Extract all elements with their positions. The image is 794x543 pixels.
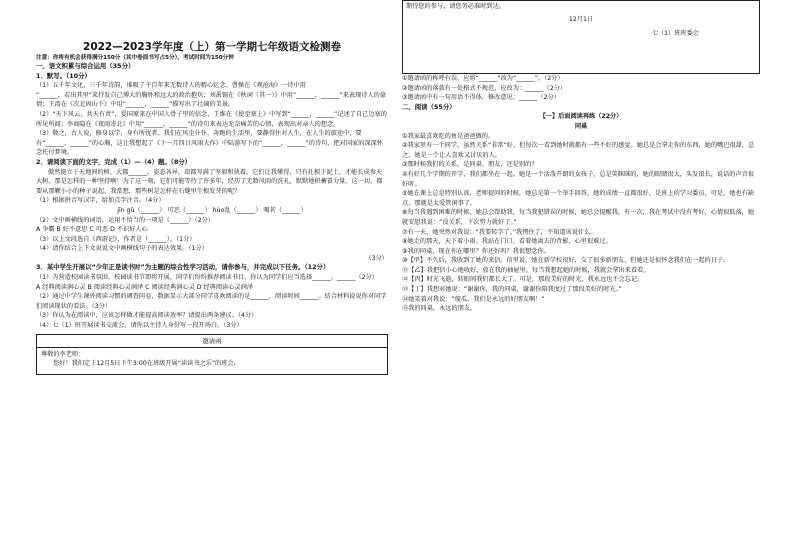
right-line: ③那时候我们的关系，是同桌、朋友，还是别的？ xyxy=(402,161,538,169)
left-line: 一、语文积累与综合运用（35分） xyxy=(36,62,135,70)
invitation-salutation: 尊敬的李老师： xyxy=(41,350,85,358)
left-line: A 经典阅读润心灵 B 阅读经典心灵润泽 C 阅读经典润心灵 D 经典阅读心灵润泽 xyxy=(36,283,253,291)
invitation-text: 您好！我们定于12月5日下午3:00在班级开展“读读书之乐”的班会， xyxy=(53,360,240,368)
left-column xyxy=(36,0,388,543)
invitation-closing: 期待您的参与，请您务必准时到达。 xyxy=(406,3,505,10)
right-line: ③邀请函中有一句用语不得体，修改意见：______（2分） xyxy=(402,94,560,102)
right-line: ①邀请函的称呼有误，应将“______”改为“______”。（2分） xyxy=(402,75,564,82)
right-line: ④有好几个学期的开学，我们都坐在一起。她是一个活泼开朗的女孩子，总是笑眯眯的，她的眼睛很大，头发很长，说话的声音很好听。 xyxy=(402,170,755,188)
right-line: 【一】后面阅读再练（22分） xyxy=(539,113,623,121)
right-line: ⑨我的同桌，现在你在哪里？你还好吗？我很想念你。 xyxy=(402,247,550,255)
left-line: （4）请你结合上下文说说文中画横线句子的表达效果。（1分） xyxy=(36,245,208,253)
exam-note: 注意：你将有机会获得满分150分（其中卷面书写占5分），考试时间为150分钟 xyxy=(36,55,234,61)
left-line: 傲然挺立于天地间的树，大都______，姿态各异，却都写满了坚毅和执着。它们让我懂得，只有扎根于泥土，才能长成参天大树。那是怎样的一种坚持啊！为了这一刻，它们可能等待了许多年，经历了无数风雨的洗礼，默默地积蓄着力量。这一切，都要从那颗小小的种子说起。我常想，那些树是怎样在石缝里生根发芽的呢？ xyxy=(36,168,383,195)
exam-title: 2022—2023学年度（上）第一学期七年级语文检测卷 xyxy=(83,41,341,53)
invitation-body xyxy=(37,348,387,374)
left-line: A 争霸 B 好不意思 C 可恶 D 不识好人心 xyxy=(36,226,148,234)
right-line: ⑩【甲】不久后，我收到了她的来信。信里说，她在新学校很好，交了很多新朋友，但她还是很怀念我们在一起的日子。 xyxy=(402,257,730,265)
right-line: ⑪【乙】我把信小心地收好，放在我的抽屉里。每当我想起她的时候，我就会拿出来看看。 xyxy=(402,266,650,274)
right-line: ⑮我的同桌，永远的朋友。 xyxy=(402,305,477,313)
left-line: 2．请阅读下面的文字，完成（1）—（4）题。（8分） xyxy=(36,157,192,166)
left-line: （3分） xyxy=(365,254,388,262)
right-line: 同桌 xyxy=(574,122,588,130)
right-line: ⑬【丁】我想对她说：“谢谢你，我的同桌，谢谢你陪我度过了那段美好的时光。” xyxy=(402,286,622,294)
right-column xyxy=(402,0,760,543)
invitation-signature: 七（1）班班委会 xyxy=(651,30,699,37)
left-line: （2）“天下风云，共天有责”，爱国原来在中国人骨子里的信念，王维在《使至塞上》中写到“______，______”记述了自己边塞的所见所闻；李商隐在《夜雨寄北》中用“______，______”的诗句来表达无奈痛苦的心情，表现出对亲人的想念。 xyxy=(36,110,387,128)
invitation-box xyxy=(36,334,388,375)
right-line: ①我家最喜欢吃的鱼是爸爸做的。 xyxy=(402,132,495,140)
left-line: 3．某中学生开展以“少年正是读书时”为主题的综合性学习活动，请你参与，并完成以下任务。（12分） xyxy=(36,263,330,272)
right-line: 二、阅读（55分） xyxy=(402,102,456,111)
invitation-heading: 邀请函 xyxy=(37,335,387,348)
left-line: 1．默写。（10分） xyxy=(36,71,91,80)
left-body xyxy=(36,62,388,331)
left-line: （2）文中画横线的词语，运用不恰当的一项是（______）（2分） xyxy=(36,216,215,224)
right-line: ⑧她走的那天，天下着小雨。我站在门口，看着她离去的背影，心里很难过。 xyxy=(402,238,612,246)
right-line: ⑫【丙】时光飞逝，转眼间我们都长大了。可是，那段美好的时光，我永远也不会忘记。 xyxy=(402,276,644,284)
left-line: （1）为营造校园读书氛围，校园读书节即将开展，同学们纷纷推荐阅读书目。你认为同学们应当选择______、______（2分） xyxy=(36,274,378,282)
left-line: “______，若出其里”来抒发自己博大的胸怀和远大的政治抱负；刘禹锡在《秋词（其一）》中用“______，______”来表现诗人的豪情；王湾在《次北固山下》中用“______，______”描写出了壮阔的美景。 xyxy=(36,91,387,109)
left-line: jīn gǔ（______） 可恶（______） hùo乱（______） 喝茗（______） xyxy=(117,206,307,214)
right-line: ⑤她在课上总是特别认真，老师提问的时候，她总是第一个举手回答，她的成绩一直都很好，是班上的学习委员。可是，她也有缺点，那就是太爱管闲事了。 xyxy=(402,190,755,207)
right-line: ⑭她笑着对我说：“傻瓜，我们是永远的好朋友啊！” xyxy=(402,295,545,303)
left-line: （3）你认为在阅读中，应该怎样做才能提高阅读效率？请提出两条建议。（4分） xyxy=(36,312,258,320)
invitation-date: 12月1日 xyxy=(568,16,594,23)
left-line: （3）以上文段选自《西游记》，作者是（______）。（1分） xyxy=(36,235,196,243)
right-line: ②我家里有一个同学，虽然关系“非常”好，但每次一看到她时就都有一些不好的感觉。她总是会拿走你的东西，她的嘴巴很甜，总之，她是一个让人喜欢又讨厌的人。 xyxy=(402,142,755,159)
right-body xyxy=(402,74,760,314)
left-line: （4）七（1）班开展读书交流会，请你以主持人身份写一段开场白。（3分） xyxy=(36,322,243,330)
right-line: ②邀请函的落款有一处格式不规范，应改为：______（2分） xyxy=(402,84,567,92)
invitation-continuation-box xyxy=(402,0,760,74)
left-line: （3）敬之，古人说，修身以学，身有所忧者。我们在风尘仆仆，奔跑的生活里，要静得住对人生，在人生的旅途中，要有“______，______”的心胸，这让我想起了《十一月四日风雨大作》中陆游写下的“______，______”的诗句，把对国家的深深怀念托付梦境。 xyxy=(36,130,383,157)
right-line: ⑥每当我遇到困难的时候，她总会帮助我，每当我犯错误的时候，她总会提醒我。有一次，我在考试中没有考好，心情很低落，她就安慰我说：“没关系，下次努力就好了。” xyxy=(402,209,755,226)
left-line: （1）五千年文化，三千年诗韵，谁吸了千百年来无数诗人的精心忆念。曹操在《观沧海》一诗中用 xyxy=(36,82,306,90)
left-line: （1）根据拼音写汉字，给加点字注音。（4分） xyxy=(36,197,165,205)
right-line: ⑦有一天，她突然对我说：“我要转学了。”我愣住了，不知道该说什么。 xyxy=(402,228,597,236)
left-line: （2）通过中学生课外阅读习惯的调查问卷，数据显示大部分同学喜欢阅读的是______，阅读时间______。结合材料说说你对同学们阅读现状的看法。（3分） xyxy=(36,293,387,310)
